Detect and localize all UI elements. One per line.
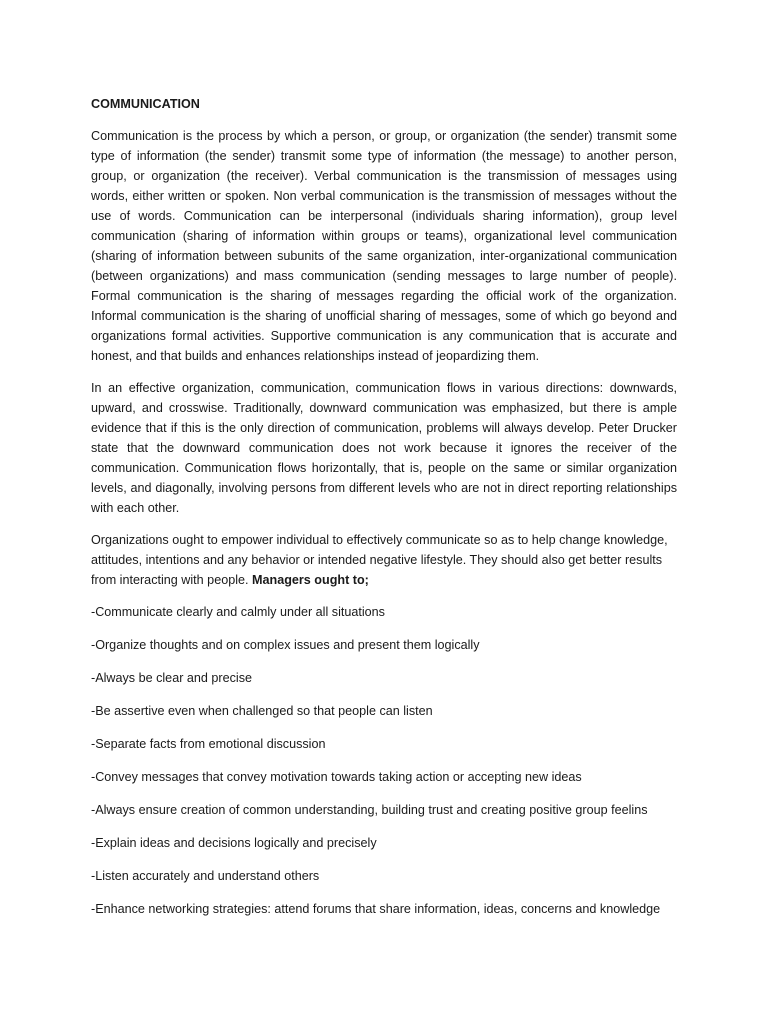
list-item: -Always ensure creation of common understanding, building trust and creating positive group feelins: [91, 803, 648, 817]
paragraph-managers-text: Organizations ought to empower individual to effectively communicate so as to help change knowledge, attitudes, intentions and any behavior or intended negative lifestyle. They should also get better results from interacting with people.: [91, 533, 668, 587]
list-item: -Listen accurately and understand others: [91, 869, 320, 883]
paragraph-flows: In an effective organization, communication, communication flows in various directions: downwards, upward, and crosswise. Traditionally, downward communication was emphasized, but there is ample evidence that if this is the only direction of communication, problems will always develop. Peter Drucker state that the downward communication does not work because it ignores the receiver of the communication. Communication flows horizontally, that is, people on the same or similar organization levels, and diagonally, involving persons from different levels who are not in direct reporting relationships with each other.: [91, 381, 677, 515]
list-item: -Always be clear and precise: [91, 671, 252, 685]
list-item: -Separate facts from emotional discussion: [91, 737, 326, 751]
list-item: -Enhance networking strategies: attend forums that share information, ideas, concerns and knowledge: [91, 902, 661, 916]
list-item: -Communicate clearly and calmly under all situations: [91, 605, 385, 619]
list-item: -Organize thoughts and on complex issues and present them logically: [91, 638, 480, 652]
paragraph-managers: [91, 530, 677, 590]
list-item: -Explain ideas and decisions logically and precisely: [91, 836, 377, 850]
list-item: -Convey messages that convey motivation towards taking action or accepting new ideas: [91, 770, 582, 784]
document-page: [91, 94, 677, 932]
document-title: COMMUNICATION: [91, 97, 200, 111]
list-item: -Be assertive even when challenged so that people can listen: [91, 704, 433, 718]
paragraph-definition: Communication is the process by which a person, or group, or organization (the sender) transmit some type of information (the sender) transmit some type of information (the message) to another person, group, or organization (the receiver). Verbal communication is the transmission of messages using words, either written or spoken. Non verbal communication is the transmission of messages without the use of words. Communication can be interpersonal (individuals sharing information), group level communication (sharing of information within groups or teams), organizational level communication (sharing of information between subunits of the same organization, inter-organizational communication (between organizations) and mass communication (sending messages to large number of people). Formal communication is the sharing of messages regarding the official work of the organization. Informal communication is the sharing of unofficial sharing of messages, some of which go beyond and organizations formal activities. Supportive communication is any communication that is accurate and honest, and that builds and enhances relationships instead of jeopardizing them.: [91, 129, 677, 363]
managers-ought-to-label: Managers ought to;: [252, 573, 369, 587]
